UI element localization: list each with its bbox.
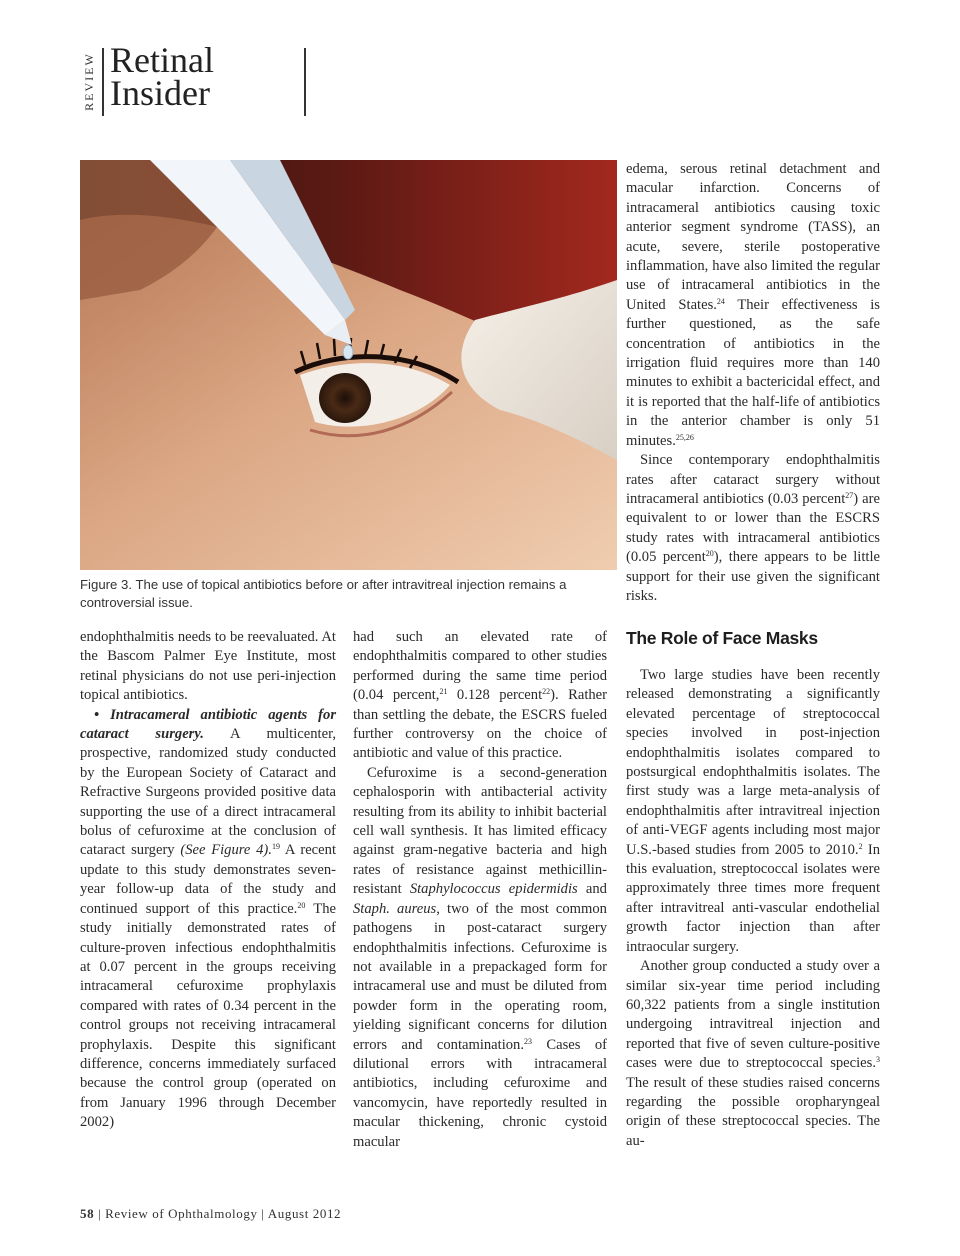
page-number: 58 [80,1206,95,1221]
col3-text-g: In this evaluation, streptococcal isolates were approximately three times more frequent after intravitreal anti-vascular endothelial growth factor injection than after intraocular surgery. [626,841,880,955]
citation: 20 [297,900,306,910]
col2-text-c: ). Rather than settling the debate, the ESCRS fueled further controversy on the choice of antibiotic and value of this practice. [353,687,608,762]
column-3-continued [626,666,880,1151]
col2-text-b: 0.128 percent [447,687,543,704]
col2-paragraph-1 [353,628,607,764]
col3-text-f: Two large studies have been recently released demonstrating a significantly elevated percentage of streptococcal species involved in post-injection endophthalmitis isolates compared to postsurgical endophthalmitis isolates. The first study was a large meta-analysis of endophthalmitis after intravitreal injection of anti-VEGF agents including most major U.S.-based studies from 2005 to 2010. [626,667,880,858]
journal-name: Review of Ophthalmology [105,1206,258,1221]
col1-text-c: The study initially demonstrated rates of culture-proven infectious endophthalmitis at 0.07 percent in the groups receiving intracameral cefuroxime prophylaxis compared with rates of 0.34 percent in the control groups not receiving intracameral prophylaxis. Despite this significant difference, concerns immediately surfaced because the control group (operated on from January 1996 through December 2002) [80,900,336,1131]
eye-drop-photo [80,160,617,570]
col1-run-in-heading: Intracameral antibiotic agents for cataract surgery. [80,706,336,743]
page-footer [80,1206,341,1222]
header-rule-right [304,48,306,116]
column-1 [80,628,336,1133]
review-label: REVIEW [81,51,96,111]
footer-separator: | [94,1206,106,1221]
figure-caption: Figure 3. The use of topical antibiotics before or after intravitreal injection remains a controversial issue. [80,577,567,610]
col3-text-e: ), there appears to be little support for their use given the significant risks. [626,549,880,604]
col1-text-b: A recent update to this study demonstrates seven-year follow-up data of the study and continued support of this practice. [80,842,336,917]
review-label-box [78,44,100,118]
col2-text-d: Cefuroxime is a second-generation cephalosporin with antibacterial activity resulting from its ability to inhibit bacterial cell wall synthesis. It has limited efficacy against gram-negative bacteria and high rates of resistance against methicillin-resistant [353,764,607,898]
col3-paragraph-4 [626,957,880,1151]
citation: 27 [845,490,854,500]
col2-paragraph-2 [353,764,607,1152]
citation: 23 [524,1036,533,1046]
figure-photo [80,160,617,570]
col1-figure-ref: (See Figure 4). [180,842,272,859]
col1-paragraph-1: endophthalmitis needs to be reevaluated. At the Bascom Palmer Eye Institute, most retinal physicians do not use peri-injection topical antibiotics. [80,629,336,704]
citation: 20 [705,549,714,559]
col1-text-a: A multicenter, prospective, randomized study conducted by the European Society of Cataract and Refractive Surgeons provided positive data supporting the use of a direct intracameral bolus of cefuroxime at the conclusion of cataract surgery [80,726,336,859]
citation: 24 [716,296,725,306]
col2-species-2: Staph. aureus [353,900,437,917]
col1-paragraph-2 [80,706,336,1133]
col2-species-1: Staphylococcus epidermidis [409,881,578,898]
eye-drop [343,345,353,359]
header-rule-left [102,48,104,116]
section-heading: The Role of Face Masks [626,628,818,648]
col3-text-h: Another group conducted a study over a similar six-year time period including 60,322 patients from a single institution undergoing intravitreal injection and reported that five of seven culture-positive cases were due to streptococcal species. [626,958,880,1072]
col3-text-c: Since contemporary endophthalmitis rates after cataract surgery without intracameral antibiotics (0.03 percent [626,452,880,507]
section-title [110,40,214,113]
col2-text-a: had such an elevated rate of endophthalmitis compared to other studies performed during the same time period (0.04 percent, [353,629,607,704]
col3-paragraph-1 [626,160,880,451]
citation: 19 [271,842,280,852]
col3-text-b: Their effectiveness is further questioned, as the safe concentration of antibiotics in the irrigation fluid requires more than 140 minutes to exhibit a bactericidal effect, and it is reported that the half-life of antibiotics in the anterior chamber is only 51 minutes. [626,296,880,449]
col3-paragraph-3 [626,666,880,957]
column-2 [353,628,607,1152]
col2-text-f: , two of the most common pathogens in post-cataract surgery endophthalmitis infections. Cefuroxime is not available in a prepackaged form for intracameral use and must be diluted from powder form in the operating room, yielding significant concerns for dilution errors and contamination. [353,900,607,1053]
issue-date: August 2012 [267,1206,342,1221]
citation: 2 [858,841,863,851]
col3-text-d: ) are equivalent to or lower than the ESCRS study rates with intracameral antibiotics (0.05 percent [626,490,880,566]
col3-paragraph-2 [626,451,880,606]
col3-text-a: edema, serous retinal detachment and macular infarction. Concerns of intracameral antibiotics causing toxic anterior segment syndrome (TASS), an acute, severe, sterile postoperative inflammation, have also limited the regular use of intracameral antibiotics in the United States. [626,161,880,313]
section-title-line1: Retinal [110,40,214,80]
col2-text-e: and [577,881,607,898]
col3-text-i: The result of these studies raised concerns regarding the possible oropharyngeal origin of these streptococcal species. The au- [626,1074,880,1149]
column-3 [626,160,880,606]
eye-iris [319,373,371,423]
citation: 21 [439,687,448,697]
col2-text-g: Cases of dilutional errors with intracameral antibiotics, including cefuroxime and vancomycin, have reportedly resulted in macular thickening, chronic cystoid macular [353,1036,607,1150]
col1-bullet: • [94,706,111,723]
citation: 22 [542,687,551,697]
citation: 25,26 [675,432,694,442]
citation: 3 [876,1055,880,1065]
footer-separator: | [257,1206,268,1221]
section-title-line2: Insider [110,73,210,113]
